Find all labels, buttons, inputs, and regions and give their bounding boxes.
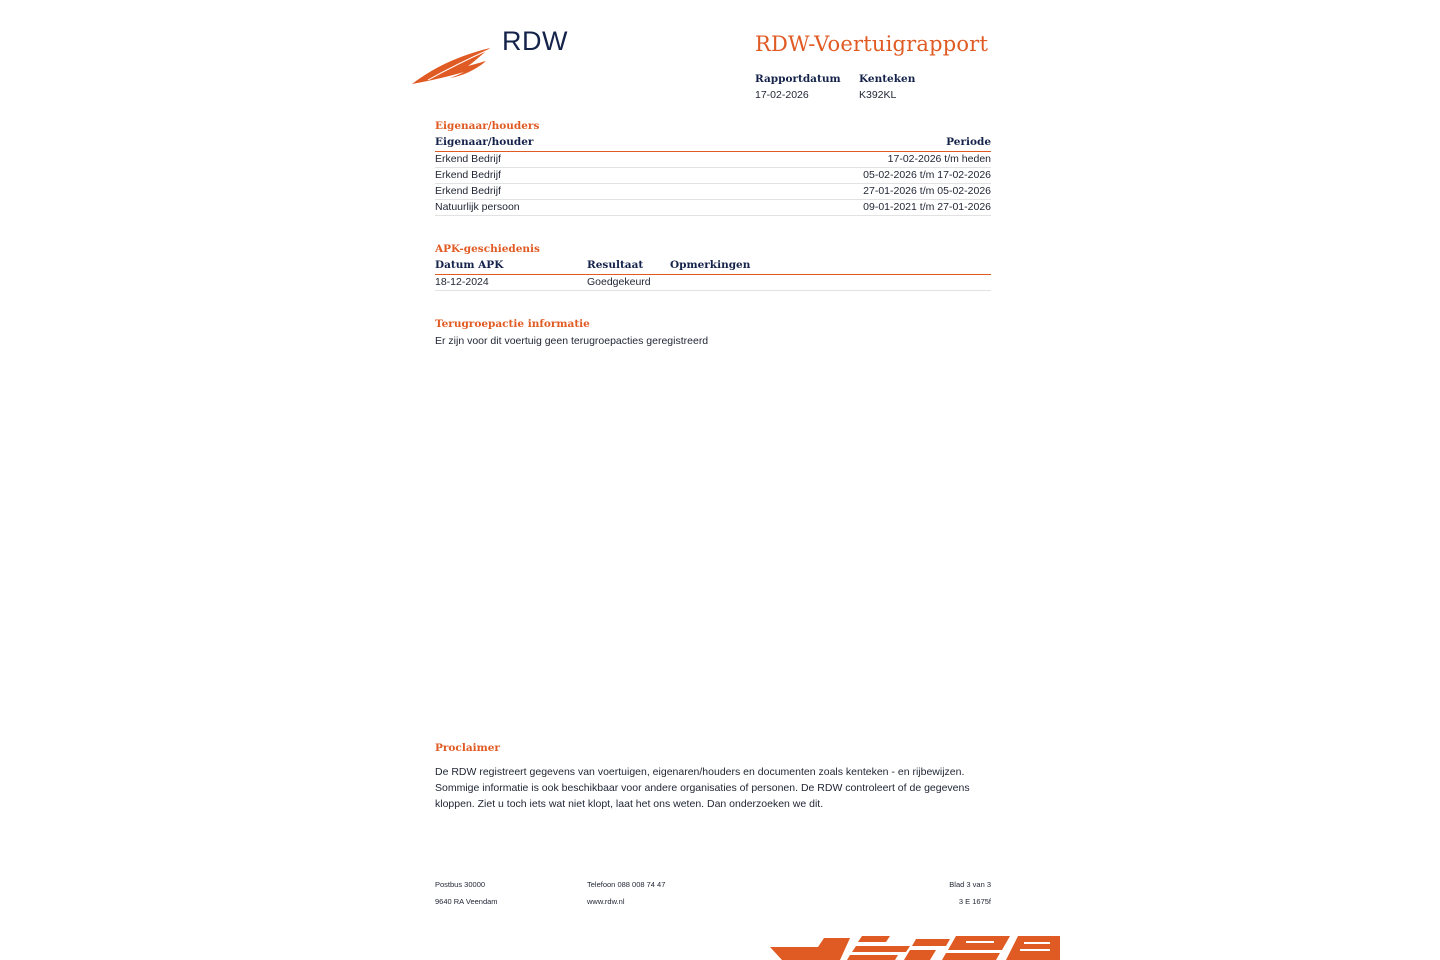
period-cell: 27-01-2026 t/m 05-02-2026 (863, 185, 991, 197)
owner-cell: Erkend Bedrijf (435, 169, 501, 181)
rdw-logo-icon (410, 42, 494, 86)
footer-web-link[interactable]: www.rdw.nl (587, 897, 625, 906)
col-period-header: Periode (946, 136, 991, 148)
period-cell: 09-01-2021 t/m 27-01-2026 (863, 201, 991, 213)
apk-table (435, 259, 991, 291)
apk-table-header (435, 259, 991, 275)
report-title: RDW-Voertuigrapport (755, 32, 989, 56)
owner-cell: Natuurlijk persoon (435, 201, 520, 213)
proclaimer-title: Proclaimer (435, 742, 500, 754)
footer-phone: Telefoon 088 008 74 47 (587, 880, 666, 889)
decorative-stripes-icon (770, 934, 1060, 960)
col-result-header: Resultaat (587, 259, 644, 271)
table-row (435, 168, 991, 184)
apk-result-cell: Goedgekeurd (587, 276, 651, 288)
proclaimer-line: Sommige informatie is ook beschikbaar voor andere organisaties of personen. De RDW controleert of de gegevens (435, 782, 970, 794)
footer-page-number: Blad 3 van 3 (949, 880, 991, 889)
footer-address-1: Postbus 30000 (435, 880, 486, 889)
footer-code: 3 E 1675f (958, 897, 991, 906)
proclaimer-line: kloppen. Ziet u toch iets wat niet klopt, laat het ons weten. Dan onderzoeken we dit. (435, 798, 824, 810)
table-row (435, 200, 991, 216)
apk-date-cell: 18-12-2024 (435, 276, 489, 288)
recall-section-title: Terugroepactie informatie (435, 318, 590, 330)
period-cell: 17-02-2026 t/m heden (887, 153, 991, 165)
owners-table (435, 136, 991, 216)
table-row (435, 275, 991, 291)
col-owner-header: Eigenaar/houder (435, 136, 534, 148)
recall-text: Er zijn voor dit voertuig geen terugroepacties geregistreerd (435, 335, 709, 347)
report-date-label: Rapportdatum (755, 73, 841, 85)
table-row (435, 152, 991, 168)
owner-cell: Erkend Bedrijf (435, 153, 501, 165)
plate-value: K392KL (859, 89, 897, 101)
proclaimer-text (435, 764, 1005, 812)
owners-section-title: Eigenaar/houders (435, 120, 540, 132)
owner-cell: Erkend Bedrijf (435, 185, 501, 197)
plate-label: Kenteken (859, 73, 916, 85)
proclaimer-line: De RDW registreert gegevens van voertuigen, eigenaren/houders en documenten zoals kenteken - en rijbewijzen. (435, 766, 965, 778)
period-cell: 05-02-2026 t/m 17-02-2026 (863, 169, 991, 181)
apk-section-title: APK-geschiedenis (435, 243, 540, 255)
table-row (435, 184, 991, 200)
owners-table-header (435, 136, 991, 152)
col-apk-date-header: Datum APK (435, 259, 504, 271)
report-date-value: 17-02-2026 (755, 89, 809, 101)
col-remarks-header: Opmerkingen (670, 259, 751, 271)
logo-text: RDW (502, 26, 568, 56)
footer-address-2: 9640 RA Veendam (435, 897, 498, 906)
